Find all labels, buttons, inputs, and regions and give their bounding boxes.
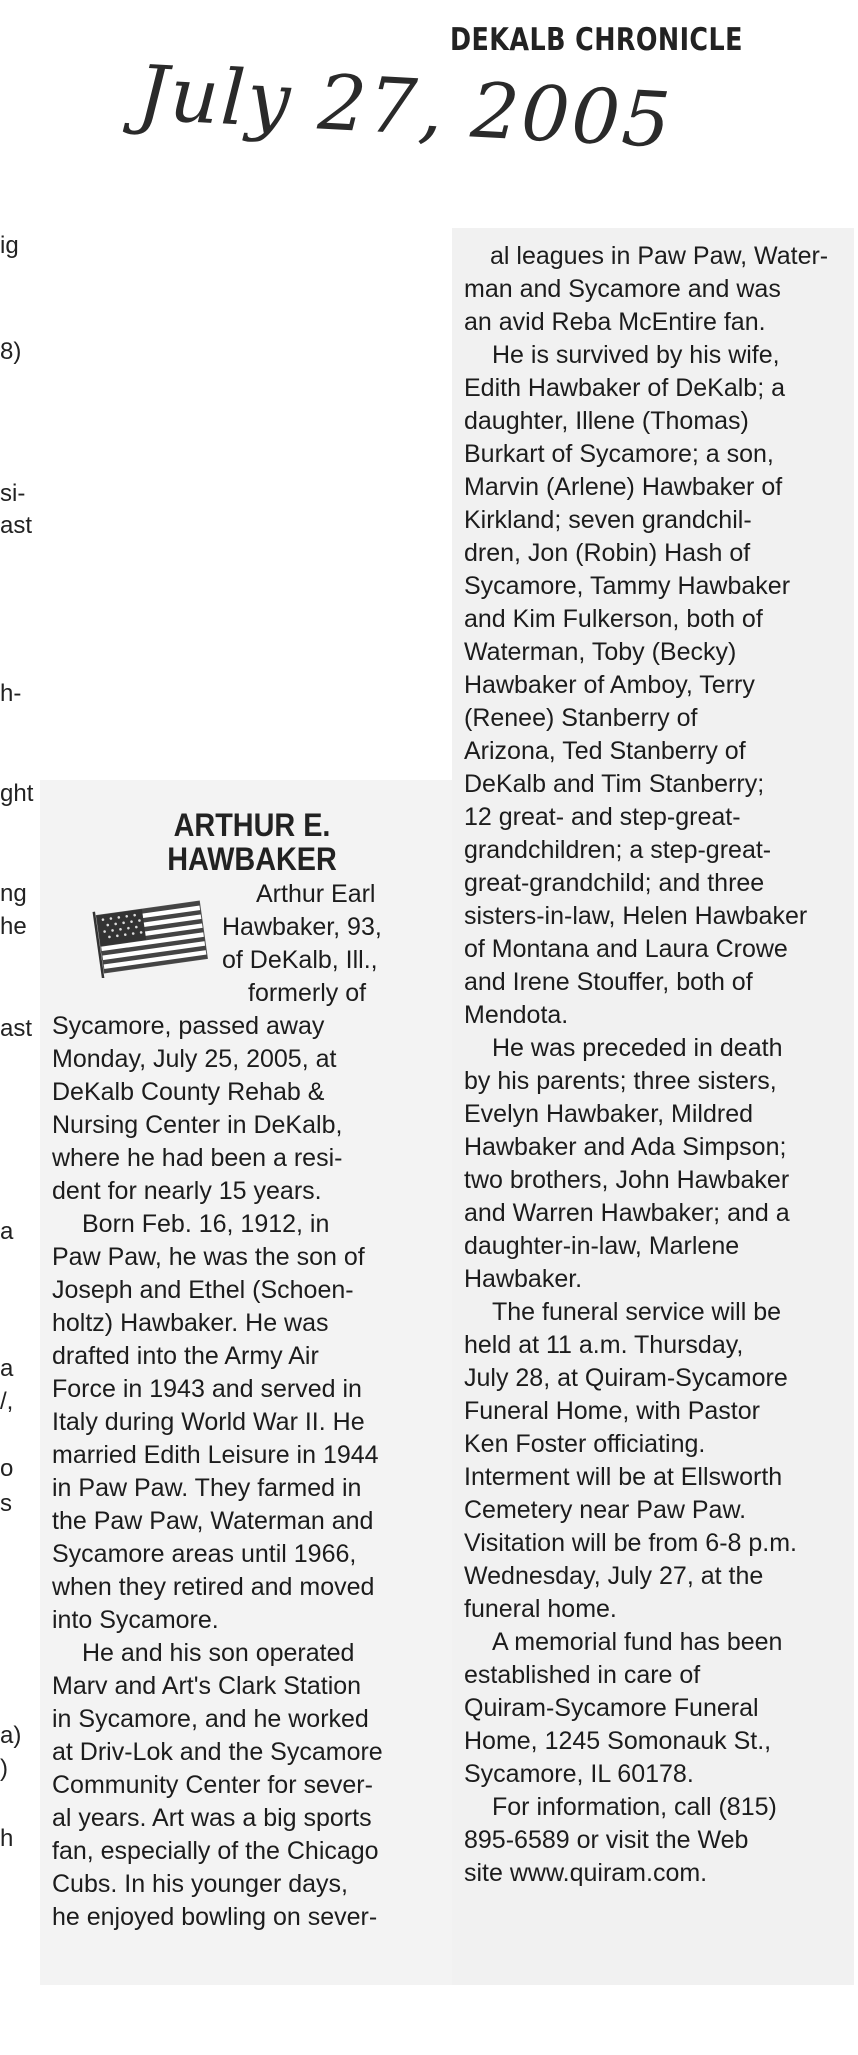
text-line: Hawbaker. xyxy=(464,1265,583,1293)
text-line: Monday, July 25, 2005, at xyxy=(52,1045,337,1073)
adjacent-text-fragment: a xyxy=(0,1218,14,1245)
text-line: (Renee) Stanberry of xyxy=(464,704,698,732)
text-line: al years. Art was a big sports xyxy=(52,1804,372,1832)
text-line: DeKalb County Rehab & xyxy=(52,1078,325,1106)
text-line: 12 great- and step-great- xyxy=(464,803,741,831)
adjacent-text-fragment: he xyxy=(0,913,27,940)
text-line: an avid Reba McEntire fan. xyxy=(464,308,766,336)
obituary-column-2 xyxy=(452,228,854,1985)
text-line: Sycamore, Tammy Hawbaker xyxy=(464,572,791,600)
text-line: Burkart of Sycamore; a son, xyxy=(464,440,774,468)
text-line: Quiram-Sycamore Funeral xyxy=(464,1694,759,1722)
adjacent-text-fragment: ) xyxy=(0,1755,8,1782)
obituary-column-1 xyxy=(40,780,455,1985)
text-line: into Sycamore. xyxy=(52,1606,219,1634)
text-line: Waterman, Toby (Becky) xyxy=(464,638,737,666)
text-line: by his parents; three sisters, xyxy=(464,1067,777,1095)
adjacent-text-fragment: 8) xyxy=(0,338,22,365)
text-line: Marv and Art's Clark Station xyxy=(52,1672,362,1700)
text-line: Visitation will be from 6-8 p.m. xyxy=(464,1529,797,1557)
text-line: Arizona, Ted Stanberry of xyxy=(464,737,746,765)
text-line: sisters-in-law, Helen Hawbaker xyxy=(464,902,808,930)
text-line: DeKalb and Tim Stanberry; xyxy=(464,770,765,798)
text-line: married Edith Leisure in 1944 xyxy=(52,1441,379,1469)
text-line: of Montana and Laura Crowe xyxy=(464,935,788,963)
text-line: Marvin (Arlene) Hawbaker of xyxy=(464,473,783,501)
text-line: and Irene Stouffer, both of xyxy=(464,968,753,996)
text-line: Arthur Earl xyxy=(256,880,376,908)
text-line: Ken Foster officiating. xyxy=(464,1430,706,1458)
text-line: Sycamore, passed away xyxy=(52,1012,325,1040)
text-line: Sycamore, IL 60178. xyxy=(464,1760,694,1788)
adjacent-text-fragment: ast xyxy=(0,512,33,539)
text-line: Evelyn Hawbaker, Mildred xyxy=(464,1100,754,1128)
text-line: Community Center for sever- xyxy=(52,1771,373,1799)
text-line: dent for nearly 15 years. xyxy=(52,1177,322,1205)
text-line: holtz) Hawbaker. He was xyxy=(52,1309,329,1337)
adjacent-text-fragment: ast xyxy=(0,1015,33,1042)
text-line: Italy during World War II. He xyxy=(52,1408,365,1436)
text-line: and Kim Fulkerson, both of xyxy=(464,605,763,633)
adjacent-text-fragment: h- xyxy=(0,680,22,707)
text-line: fan, especially of the Chicago xyxy=(52,1837,379,1865)
text-line: drafted into the Army Air xyxy=(52,1342,319,1370)
text-line: daughter, Illene (Thomas) xyxy=(464,407,749,435)
obituary-headline xyxy=(72,808,432,876)
text-line: held at 11 a.m. Thursday, xyxy=(464,1331,744,1359)
text-line: Mendota. xyxy=(464,1001,569,1029)
text-line: two brothers, John Hawbaker xyxy=(464,1166,790,1194)
adjacent-text-fragment: ng xyxy=(0,880,27,907)
text-line: 895-6589 or visit the Web xyxy=(464,1826,749,1854)
text-line: Kirkland; seven grandchil- xyxy=(464,506,752,534)
text-line: of DeKalb, Ill., xyxy=(222,946,378,974)
text-line: He and his son operated xyxy=(82,1639,355,1667)
adjacent-text-fragment: a) xyxy=(0,1722,22,1749)
handwritten-date: July 27, 2005 xyxy=(135,48,675,165)
adjacent-text-fragment: ght xyxy=(0,780,34,807)
text-line: Nursing Center in DeKalb, xyxy=(52,1111,343,1139)
text-line: Paw Paw, he was the son of xyxy=(52,1243,365,1271)
adjacent-text-fragment: h xyxy=(0,1825,14,1852)
obituary-column-1-text xyxy=(52,1010,452,1934)
text-line: Interment will be at Ellsworth xyxy=(464,1463,783,1491)
text-line: dren, Jon (Robin) Hash of xyxy=(464,539,751,567)
text-line: he enjoyed bowling on sever- xyxy=(52,1903,378,1931)
text-line: Born Feb. 16, 1912, in xyxy=(82,1210,330,1238)
adjacent-column-fragments xyxy=(0,0,40,2055)
text-line: Wednesday, July 27, at the xyxy=(464,1562,764,1590)
text-line: He is survived by his wife, xyxy=(492,341,780,369)
text-line: Hawbaker, 93, xyxy=(222,913,382,941)
text-line: at Driv-Lok and the Sycamore xyxy=(52,1738,383,1766)
text-line: For information, call (815) xyxy=(492,1793,777,1821)
text-line: the Paw Paw, Waterman and xyxy=(52,1507,374,1535)
adjacent-text-fragment: /, xyxy=(0,1388,14,1415)
text-line: site www.quiram.com. xyxy=(464,1859,708,1887)
text-line: Joseph and Ethel (Schoen- xyxy=(52,1276,354,1304)
adjacent-text-fragment: s xyxy=(0,1490,12,1517)
adjacent-text-fragment: ig xyxy=(0,232,19,259)
text-line: in Sycamore, and he worked xyxy=(52,1705,369,1733)
text-line: great-grandchild; and three xyxy=(464,869,765,897)
text-line: Cemetery near Paw Paw. xyxy=(464,1496,747,1524)
text-line: July 28, at Quiram-Sycamore xyxy=(464,1364,788,1392)
headline-line-2: HAWBAKER xyxy=(167,841,337,877)
adjacent-text-fragment: si- xyxy=(0,480,26,507)
text-line: Force in 1943 and served in xyxy=(52,1375,362,1403)
text-line: The funeral service will be xyxy=(492,1298,782,1326)
newspaper-masthead: DEKALB CHRONICLE xyxy=(450,22,743,58)
adjacent-text-fragment: o xyxy=(0,1455,14,1482)
text-line: when they retired and moved xyxy=(52,1573,375,1601)
text-line: formerly of xyxy=(248,979,367,1007)
text-line: Hawbaker of Amboy, Terry xyxy=(464,671,755,699)
text-line: and Warren Hawbaker; and a xyxy=(464,1199,790,1227)
text-line: Sycamore areas until 1966, xyxy=(52,1540,357,1568)
text-line: funeral home. xyxy=(464,1595,617,1623)
text-line: He was preceded in death xyxy=(492,1034,783,1062)
text-line: A memorial fund has been xyxy=(492,1628,783,1656)
text-line: man and Sycamore and was xyxy=(464,275,781,303)
text-line: daughter-in-law, Marlene xyxy=(464,1232,740,1260)
text-line: Hawbaker and Ada Simpson; xyxy=(464,1133,787,1161)
adjacent-text-fragment: a xyxy=(0,1355,14,1382)
text-line: Edith Hawbaker of DeKalb; a xyxy=(464,374,786,402)
text-line: al leagues in Paw Paw, Water- xyxy=(490,242,829,270)
text-line: grandchildren; a step-great- xyxy=(464,836,772,864)
text-line: established in care of xyxy=(464,1661,701,1689)
headline-line-1: ARTHUR E. xyxy=(173,807,331,843)
american-flag-icon xyxy=(92,898,212,978)
text-line: where he had been a resi- xyxy=(52,1144,343,1172)
text-line: Cubs. In his younger days, xyxy=(52,1870,348,1898)
text-line: Home, 1245 Somonauk St., xyxy=(464,1727,772,1755)
text-line: in Paw Paw. They farmed in xyxy=(52,1474,362,1502)
obituary-column-2-text xyxy=(464,240,854,1890)
text-line: Funeral Home, with Pastor xyxy=(464,1397,760,1425)
